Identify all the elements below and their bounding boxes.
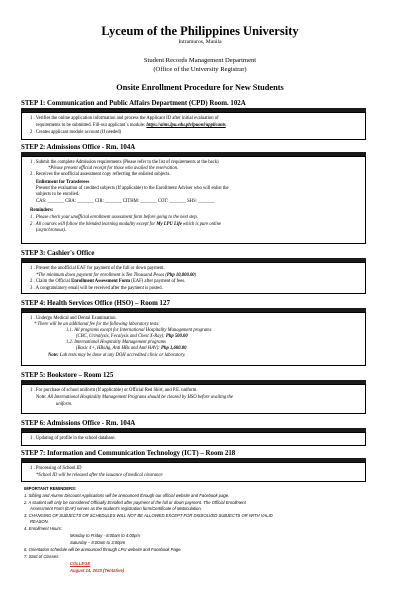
step1-box bbox=[21, 112, 366, 140]
step4-fee-note: * There will be an additional fee for the following laboratory tests: bbox=[34, 322, 160, 327]
step7-item1: 1 . Processing of School ID bbox=[30, 466, 82, 471]
step1-title: STEP 1: Communication and Public Affairs Department (CPD) Room. 102A bbox=[21, 100, 246, 107]
lab-note: Note: Lab tests may be done at any DOH accredited clinic or laboratory. bbox=[48, 353, 186, 358]
step7-box bbox=[21, 462, 366, 482]
step2-box bbox=[21, 156, 366, 244]
step3-title: STEP 3: Cashier's Office bbox=[21, 250, 95, 257]
lab-test-1-detail: (CBC, Urinalysis, Fecalysis and Chest X-Ray): Php 500.00 bbox=[76, 334, 188, 339]
step3-item2: 2 . Claim the Official Enrollment Assessment Form (EAF) after payment of fees. bbox=[30, 279, 186, 284]
transferees-text-cont: subjects to be enrolled. bbox=[36, 192, 80, 197]
enrollment-hours-saturday: Saturday – 8:00am to 3:00pm bbox=[70, 540, 126, 545]
college-signatories: CAS: _______ CBA: _______ CIR: _______ CITHM: _______ COT: _______ SHS: _______ bbox=[36, 199, 215, 204]
important-reminder-2: 2. A student will only be considered Officially Enrolled after payment of the full or down payment. The Official Enrollment bbox=[24, 500, 246, 505]
important-reminders-heading: IMPORTANT REMINDERS: bbox=[24, 486, 77, 491]
step4-box bbox=[21, 312, 366, 366]
step3-item1: 1 . Present the unofficial EAF for payment of the full or down payment. bbox=[30, 266, 165, 271]
step3-box bbox=[21, 262, 366, 294]
lab-test-2: 1.2. International Hospitality Management programs bbox=[66, 340, 166, 345]
step6-title: STEP 6: Admissions Office - Rm. 104A bbox=[21, 420, 136, 427]
step4-title: STEP 4: Health Services Office (HSO) – Room 127 bbox=[21, 300, 170, 307]
document-title: Onsite Enrollment Procedure for New Students bbox=[116, 83, 284, 92]
step3-item3: 3 . A congratulatory email will be received after the payment is posted. bbox=[30, 286, 163, 291]
step1-item2: 2 . Creates applicant module account (If needed) bbox=[30, 130, 122, 135]
important-reminder-7: 7. Start of Classes: bbox=[24, 554, 60, 559]
important-reminder-3-cont: REASON. bbox=[30, 519, 49, 524]
step5-note: Note: All International Hospitality Management Programs should be cleared by HSO before availing the bbox=[36, 395, 233, 400]
department-name: Student Records Management Department bbox=[143, 57, 257, 64]
important-reminder-3: 3. CHANGING OF SUBJECTS OR SCHEDULES WILL NOT BE ALLOWED EXCEPT FOR DISSOLVED SUBJECTS OR WITH VALID bbox=[24, 513, 273, 518]
university-name: Lyceum of the Philippines University bbox=[101, 24, 299, 38]
reminder-2-cont: (asynchronous). bbox=[36, 228, 67, 233]
step6-box bbox=[21, 432, 366, 446]
university-location: Intramuros, Manila bbox=[178, 39, 222, 45]
important-reminder-6: 6. Orientation schedule will be announced through LPU website and Facebook Page. bbox=[24, 547, 182, 552]
reminder-1: 1 . Please check your unofficial enrollment assessment form before going to the next step. bbox=[30, 215, 198, 220]
step2-title: STEP 2: Admissions Office - Rm. 104A bbox=[21, 144, 136, 151]
transferees-heading: Enlistment for Transferees bbox=[36, 180, 90, 185]
step2-item1: 1 . Submit the complete Admission requirements (Please refer to the list of requirements at the back) bbox=[30, 160, 219, 165]
transferees-text: Present the evaluation of credited subjects (If applicable) to the Enrollment Adviser who will enlist the bbox=[36, 186, 229, 191]
step5-note-cont: uniform. bbox=[56, 402, 73, 407]
important-reminder-4: 4. Enrollment Hours: bbox=[24, 526, 63, 531]
lab-test-2-detail: (Basic 4+, HBsAg, Anti HBs and Anti HAV): Php 1,600.00 bbox=[76, 346, 187, 351]
step1-item1-cont: requirements to be submitted. Fill-out applicant`s module: https://aims.lpu.edu.ph/lpuonl/applicants bbox=[36, 123, 226, 128]
step5-item1: 1 . For purchase of school uniform (If applicable) or Official Red Shirt, and P.E. uniform. bbox=[30, 388, 198, 393]
enrollment-hours-weekday: Monday to Friday - 8:00am to 4:00pm bbox=[70, 533, 140, 538]
applicant-module-link[interactable]: https://aims.lpu.edu.ph/lpuonl/applicants bbox=[146, 123, 226, 128]
step1-item1: 1 . Verifies the online application information and process the Applicant ID after initial evaluation of bbox=[30, 116, 219, 121]
reminder-2: 2 . All courses will follow the blended learning modality except for My LPU Life which is pure online bbox=[30, 222, 222, 227]
step7-title: STEP 7: Information and Communication Technology (ICT) – Room 218 bbox=[21, 450, 236, 457]
important-reminder-2-cont: Assessment Form (EAF) serves as the student's registration form/Certificate of Matriculation. bbox=[30, 506, 202, 511]
college-class-start-date: August 14, 2023 (Tentative) bbox=[70, 568, 125, 573]
step2-item1-note: *Please present official receipt for those who availed the reservation. bbox=[48, 166, 179, 171]
reminders-heading: Reminders: bbox=[30, 208, 54, 213]
step4-item1: 1 . Undergo Medical and Dental Examination. bbox=[30, 316, 117, 321]
step7-note: *School ID will be released after the issuance of medical clearance bbox=[36, 473, 163, 478]
step5-title: STEP 5: Bookstore – Room 125 bbox=[21, 372, 114, 379]
office-name: (Office of the University Registrar) bbox=[153, 66, 247, 73]
step5-box bbox=[21, 384, 366, 414]
important-reminder-1: 1. Sibling and Alumni Discount Applications will be announced through our official website and Facebook page. bbox=[24, 493, 230, 498]
step2-item2: 2 . Receives the unofficial assessment copy reflecting the enlisted subjects. bbox=[30, 172, 171, 177]
step6-item1: 1 . Updating of profile in the school database. bbox=[30, 436, 116, 441]
lab-test-1: 1.1. All programs except for International Hospitality Management programs bbox=[66, 328, 212, 333]
college-label: COLLEGE bbox=[70, 561, 91, 566]
step3-item1-note: *The minimum down payment for enrollment is Ten Thousand Pesos (Php 10,000.00) bbox=[36, 273, 197, 278]
